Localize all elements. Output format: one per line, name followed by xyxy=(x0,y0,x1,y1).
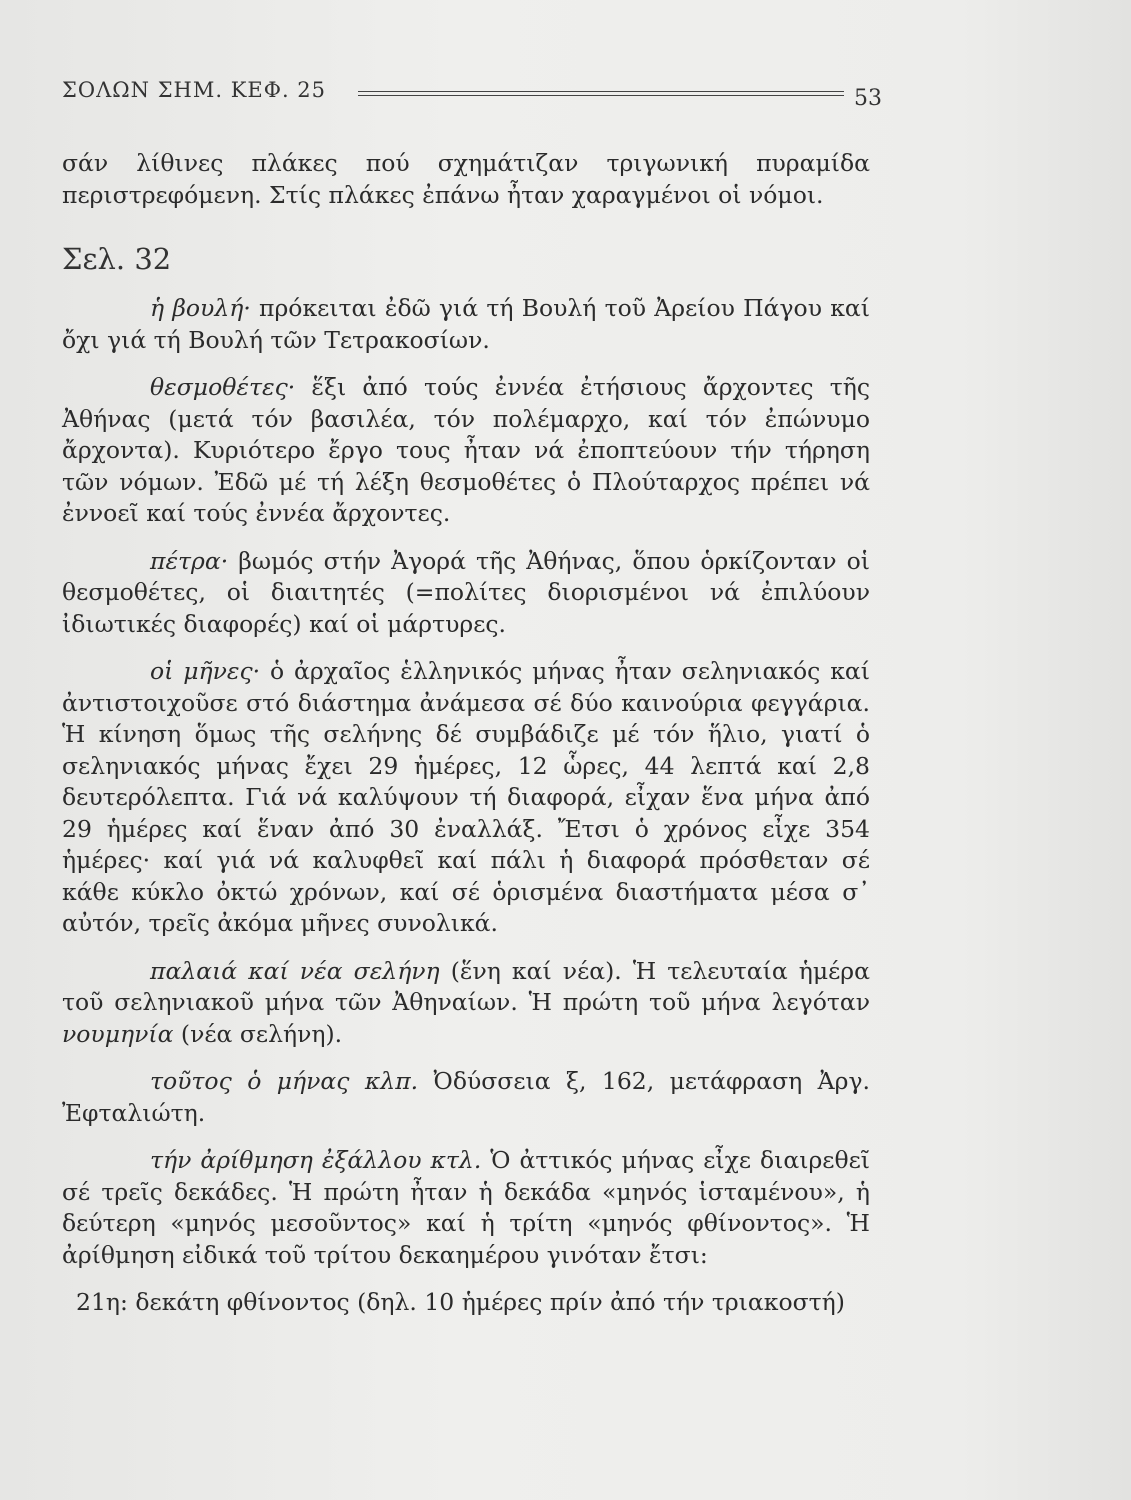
note-term: τοῦτος ὁ μήνας κλπ. xyxy=(150,1067,419,1095)
note-text: πρόκειται ἐδῶ γιά τή Βουλή τοῦ Ἀρείου Πάγου καί ὄχι γιά τή Βουλή τῶν Τετρακοσίων. xyxy=(62,294,871,354)
header-rule xyxy=(358,91,844,96)
note-term: οἱ μῆνες· xyxy=(150,657,261,685)
note-text: Ὁ ἀττικός μήνας εἶχε διαιρεθεῖ σέ τρεῖς δεκάδες. Ἡ πρώτη ἦταν ἡ δεκάδα «μηνός ἱσταμένου», ἡ δεύτερη «μηνός μεσοῦντος» καί ἡ τρίτη «μηνός φθίνοντος». Ἡ ἀρίθμηση εἰδικά τοῦ τρίτου δεκαημέρου γινόταν ἔτσι: xyxy=(62,1146,870,1269)
note-text: (ἕνη καί νέα). Ἡ τελευταία ἡμέρα τοῦ σεληνιακοῦ μήνα τῶν Ἀθηναίων. Ἡ πρώτη τοῦ μήνα λεγόταν xyxy=(62,956,870,1016)
list-line: 21η: δεκάτη φθίνοντος (δηλ. 10 ἡμέρες πρίν ἀπό τήν τριακοστή) xyxy=(76,1288,845,1316)
note-text: βωμός στήν Ἀγορά τῆς Ἀθήνας, ὅπου ὁρκίζονταν οἱ θεσμοθέτες, οἱ διαιτητές (=πολίτες διορισμένοι νά ἐπιλύουν ἰδιωτικές διαφορές) καί οἱ μάρτυρες. xyxy=(62,546,870,638)
note-entry xyxy=(62,656,870,940)
page-body xyxy=(62,148,870,1319)
section-heading: Σελ. 32 xyxy=(62,242,172,276)
note-term: παλαιά καί νέα σελήνη xyxy=(150,956,440,985)
note-term: τήν ἀρίθμηση ἐξάλλου κτλ. xyxy=(150,1146,482,1174)
note-text: Ὀδύσσεια ξ, 162, μετάφραση Ἀργ. Ἐφταλιώτη. xyxy=(62,1067,870,1127)
note-text: (νέα σελήνη). xyxy=(173,1019,343,1048)
page-header xyxy=(62,74,882,114)
note-term: θεσμοθέτες· xyxy=(150,373,296,401)
note-entry xyxy=(62,956,870,1051)
continued-paragraph: σάν λίθινες πλάκες πού σχημάτιζαν τριγωνική πυραμίδα περιστρεφόμενη. Στίς πλάκες ἐπάνω ἦταν χαραγμένοι οἱ νόμοι. xyxy=(62,149,870,209)
note-entry xyxy=(62,546,870,641)
note-inline-term: νουμηνία xyxy=(62,1019,174,1048)
note-term: πέτρα· xyxy=(150,546,229,575)
note-text: ἕξι ἀπό τούς ἐννέα ἐτήσιους ἄρχοντες τῆς Ἀθήνας (μετά τόν βασιλέα, τόν πολέμαρχο, καί τόν ἐπώνυμο ἄρχοντα). Κυριότερο ἔργο τους ἦταν νά ἐποπτεύουν τήν τήρηση τῶν νόμων. Ἐδῶ μέ τή λέξη θεσμοθέτες ὁ Πλούταρχος πρέπει νά ἐννοεῖ καί τούς ἐννέα ἄρχοντες. xyxy=(62,373,870,527)
running-head: ΣΟΛΩΝ ΣΗΜ. ΚΕΦ. 25 xyxy=(62,78,327,102)
note-entry xyxy=(62,1145,870,1271)
note-entry xyxy=(62,372,870,530)
note-entry xyxy=(62,1066,870,1129)
page-number: 53 xyxy=(854,86,882,111)
note-text: ὁ ἀρχαῖος ἑλληνικός μήνας ἦταν σεληνιακός καί ἀντιστοιχοῦσε στό διάστημα ἀνάμεσα σέ δύο καινούρια φεγγάρια. Ἡ κίνηση ὅμως τῆς σελήνης δέ συμβάδιζε μέ τόν ἥλιο, γιατί ὁ σεληνιακός μήνας ἔχει 29 ἡμέρες, 12 ὧρες, 44 λεπτά καί 2,8 δευτερόλεπτα. Γιά νά καλύψουν τή διαφορά, εἶχαν ἕνα μήνα ἀπό 29 ἡμέρες καί ἕναν ἀπό 30 ἐναλλάξ. Ἔτσι ὁ χρόνος εἶχε 354 ἡμέρες· καί γιά νά καλυφθεῖ καί πάλι ἡ διαφορά πρόσθεταν σέ κάθε κύκλο ὀκτώ χρόνων, καί σέ ὁρισμένα διαστήματα μέσα σ᾽ αὐτόν, τρεῖς ἀκόμα μῆνες συνολικά. xyxy=(62,657,871,937)
note-term: ἡ βουλή· xyxy=(150,294,251,322)
note-entry xyxy=(62,293,870,356)
